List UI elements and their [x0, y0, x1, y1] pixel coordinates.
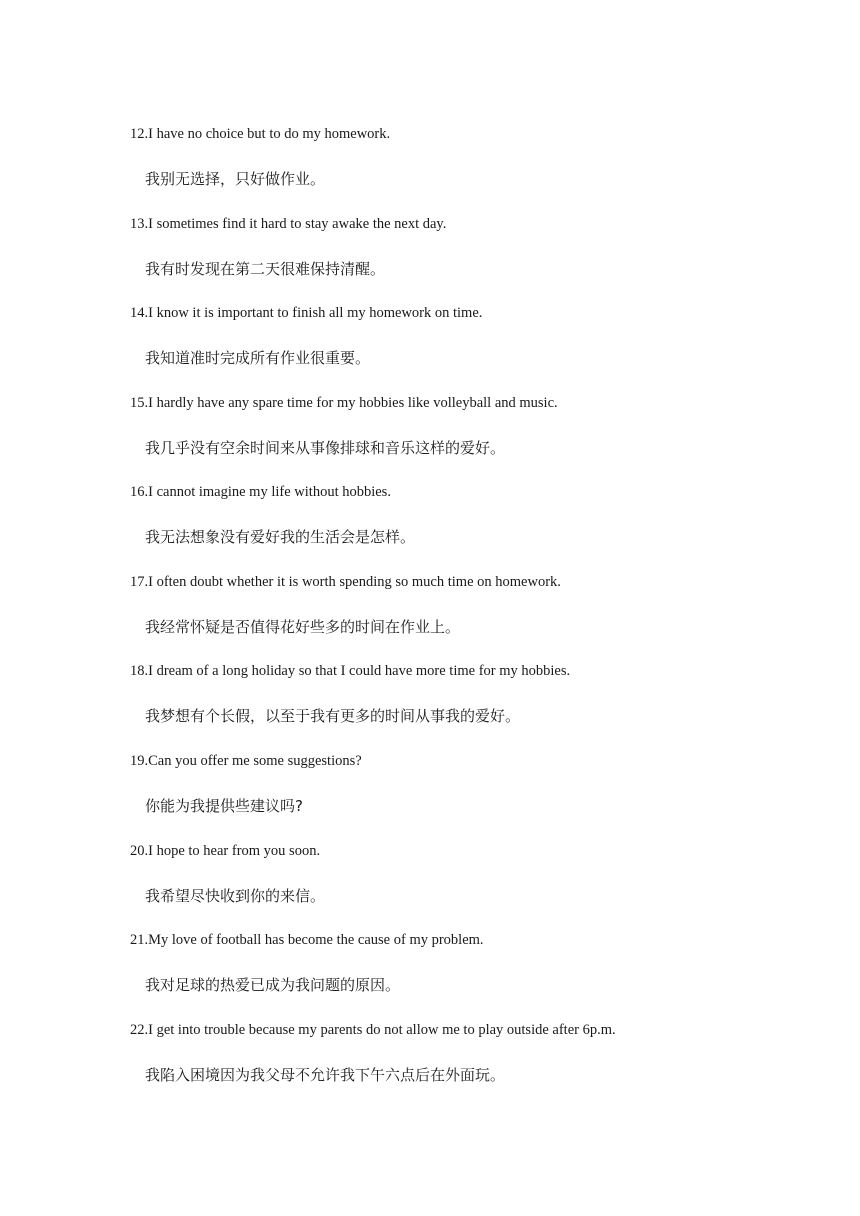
chinese-translation: 我几乎没有空余时间来从事像排球和音乐这样的爱好。	[145, 439, 506, 457]
chinese-translation: 我无法想象没有爱好我的生活会是怎样。	[145, 528, 416, 546]
sentence-entry-15	[130, 393, 830, 458]
english-sentence: 22.I get into trouble because my parents do not allow me to play outside after 6p.m.	[130, 1022, 616, 1038]
chinese-translation: 我别无选择，只好做作业。	[145, 170, 326, 188]
chinese-translation: 我希望尽快收到你的来信。	[145, 887, 326, 905]
chinese-translation: 我知道准时完成所有作业很重要。	[145, 349, 371, 367]
chinese-translation: 你能为我提供些建议吗?	[145, 797, 303, 815]
sentence-entry-20	[130, 841, 830, 906]
chinese-translation: 我陷入困境因为我父母不允许我下午六点后在外面玩。	[145, 1066, 506, 1084]
english-sentence: 16.I cannot imagine my life without hobbies.	[130, 484, 391, 500]
english-sentence: 21.My love of football has become the cause of my problem.	[130, 932, 484, 948]
sentence-entry-14	[130, 303, 830, 368]
sentence-entry-13	[130, 214, 830, 279]
sentence-entry-12	[130, 124, 830, 189]
chinese-translation: 我有时发现在第二天很难保持清醒。	[145, 260, 386, 278]
english-sentence: 13.I sometimes find it hard to stay awake the next day.	[130, 216, 447, 232]
chinese-translation: 我经常怀疑是否值得花好些多的时间在作业上。	[145, 618, 461, 636]
sentence-entry-17	[130, 572, 830, 637]
english-sentence: 19.Can you offer me some suggestions?	[130, 753, 362, 769]
chinese-translation: 我梦想有个长假，以至于我有更多的时间从事我的爱好。	[145, 707, 521, 725]
sentence-entry-19	[130, 751, 830, 816]
english-sentence: 18.I dream of a long holiday so that I could have more time for my hobbies.	[130, 663, 571, 679]
english-sentence: 17.I often doubt whether it is worth spending so much time on homework.	[130, 574, 561, 590]
english-sentence: 14.I know it is important to finish all my homework on time.	[130, 305, 483, 321]
english-sentence: 12.I have no choice but to do my homework.	[130, 126, 391, 142]
sentence-entry-16	[130, 482, 830, 547]
sentence-entry-18	[130, 661, 830, 726]
chinese-translation: 我对足球的热爱已成为我问题的原因。	[145, 976, 401, 994]
english-sentence: 20.I hope to hear from you soon.	[130, 843, 321, 859]
sentence-entry-22	[130, 1020, 830, 1085]
english-sentence: 15.I hardly have any spare time for my hobbies like volleyball and music.	[130, 395, 558, 411]
sentence-entry-21	[130, 930, 830, 995]
